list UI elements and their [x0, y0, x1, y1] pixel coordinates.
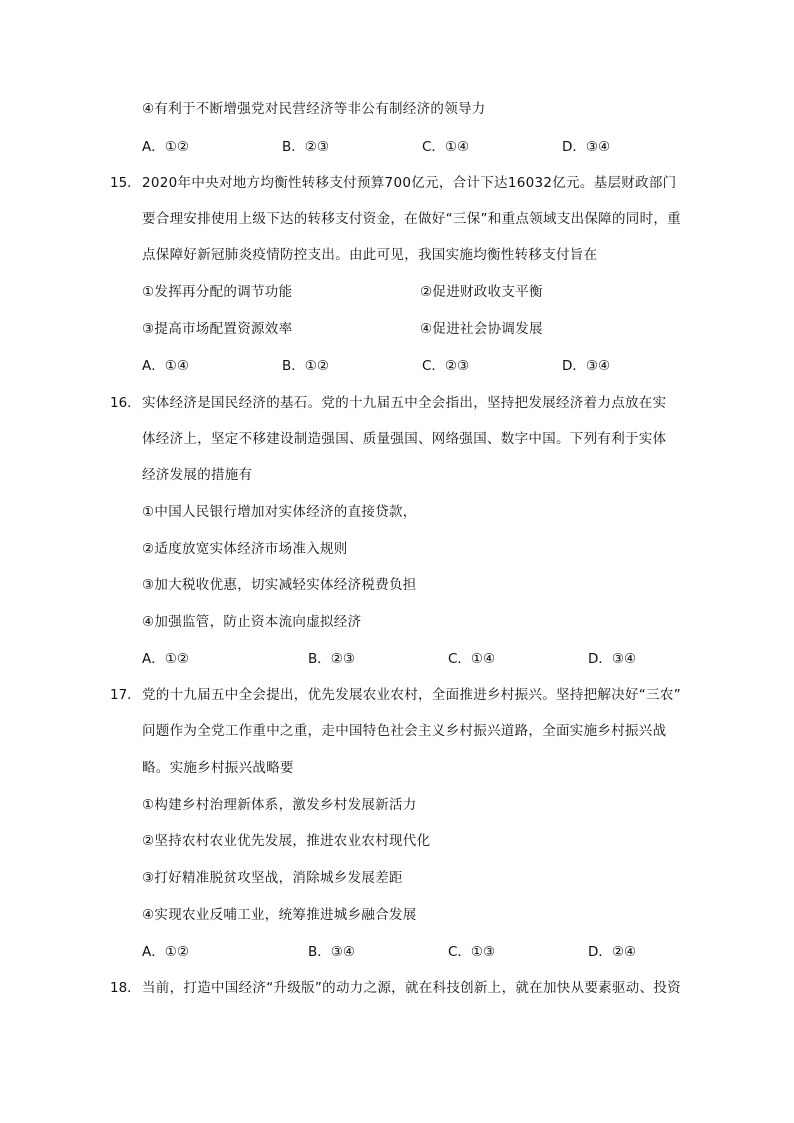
q17-stem-line-3: 略。实施乡村振兴战略要 — [142, 760, 294, 776]
q17-item-1: ①构建乡村治理新体系，激发乡村发展新活力 — [142, 797, 417, 813]
prev-choice-c: C．①④ — [422, 139, 470, 155]
q15-item-4: ④促进社会协调发展 — [420, 321, 543, 337]
q17-choice-b: B．③④ — [308, 944, 355, 960]
q17-item-4: ④实现农业反哺工业，统筹推进城乡融合发展 — [142, 907, 417, 923]
q15-number: 15． — [110, 175, 141, 191]
q17-stem-line-2: 问题作为全党工作重中之重，走中国特色社会主义乡村振兴道路，全面实施乡村振兴战 — [142, 723, 667, 739]
prev-choice-d: D．③④ — [562, 139, 611, 155]
q16-choice-d: D．③④ — [588, 651, 637, 667]
q17-stem-line-1: 党的十九届五中全会提出，优先发展农业农村，全面推进乡村振兴。坚持把解决好“三农” — [142, 687, 681, 703]
q17-item-2: ②坚持农村农业优先发展，推进农业农村现代化 — [142, 833, 431, 849]
q17-choice-c: C．①③ — [448, 944, 496, 960]
q17-item-3: ③打好精准脱贫攻坚战，消除城乡发展差距 — [142, 870, 403, 886]
q15-choice-d: D．③④ — [562, 358, 611, 374]
q17-choice-d: D．②④ — [588, 944, 637, 960]
q16-number: 16． — [110, 395, 141, 411]
q16-stem-line-3: 经济发展的措施有 — [142, 467, 253, 483]
q16-choice-c: C．①④ — [448, 651, 496, 667]
q16-item-2: ②适度放宽实体经济市场准入规则 — [142, 541, 348, 557]
q18-number: 18． — [110, 980, 141, 996]
q16-choice-b: B．②③ — [308, 651, 355, 667]
q15-choice-a: A．①④ — [142, 358, 189, 374]
prev-item-4: ④有利于不断增强党对民营经济等非公有制经济的领导力 — [142, 101, 486, 117]
q18-stem-line-1: 当前，打造中国经济“升级版”的动力之源，就在科技创新上，就在加快从要素驱动、投资 — [142, 980, 681, 996]
q15-item-3: ③提高市场配置资源效率 — [142, 321, 293, 337]
q15-stem-line-3: 点保障好新冠肺炎疫情防控支出。由此可见，我国实施均衡性转移支付旨在 — [142, 247, 598, 263]
q15-stem-line-1: 2020年中央对地方均衡性转移支付预算700亿元，合计下达16032亿元。基层财政部门 — [142, 175, 677, 191]
q15-stem-line-2: 要合理安排使用上级下达的转移支付资金，在做好“三保”和重点领域支出保障的同时，重 — [142, 211, 681, 227]
q16-stem-line-2: 体经济上，坚定不移建设制造强国、质量强国、网络强国、数字中国。下列有利于实体 — [142, 431, 667, 447]
q15-choice-b: B．①② — [282, 358, 329, 374]
q17-number: 17． — [110, 687, 141, 703]
q15-item-1: ①发挥再分配的调节功能 — [142, 284, 293, 300]
prev-choice-b: B．②③ — [282, 139, 329, 155]
q17-choice-a: A．①② — [142, 944, 189, 960]
prev-choice-a: A．①② — [142, 139, 189, 155]
q15-item-2: ②促进财政收支平衡 — [420, 284, 543, 300]
q16-item-3: ③加大税收优惠，切实减轻实体经济税费负担 — [142, 577, 417, 593]
q16-item-4: ④加强监管，防止资本流向虚拟经济 — [142, 614, 362, 630]
q16-item-1: ①中国人民银行增加对实体经济的直接贷款， — [142, 504, 417, 520]
q15-choice-c: C．②③ — [422, 358, 470, 374]
q16-choice-a: A．①② — [142, 651, 189, 667]
q16-stem-line-1: 实体经济是国民经济的基石。党的十九届五中全会指出，坚持把发展经济着力点放在实 — [142, 395, 667, 411]
